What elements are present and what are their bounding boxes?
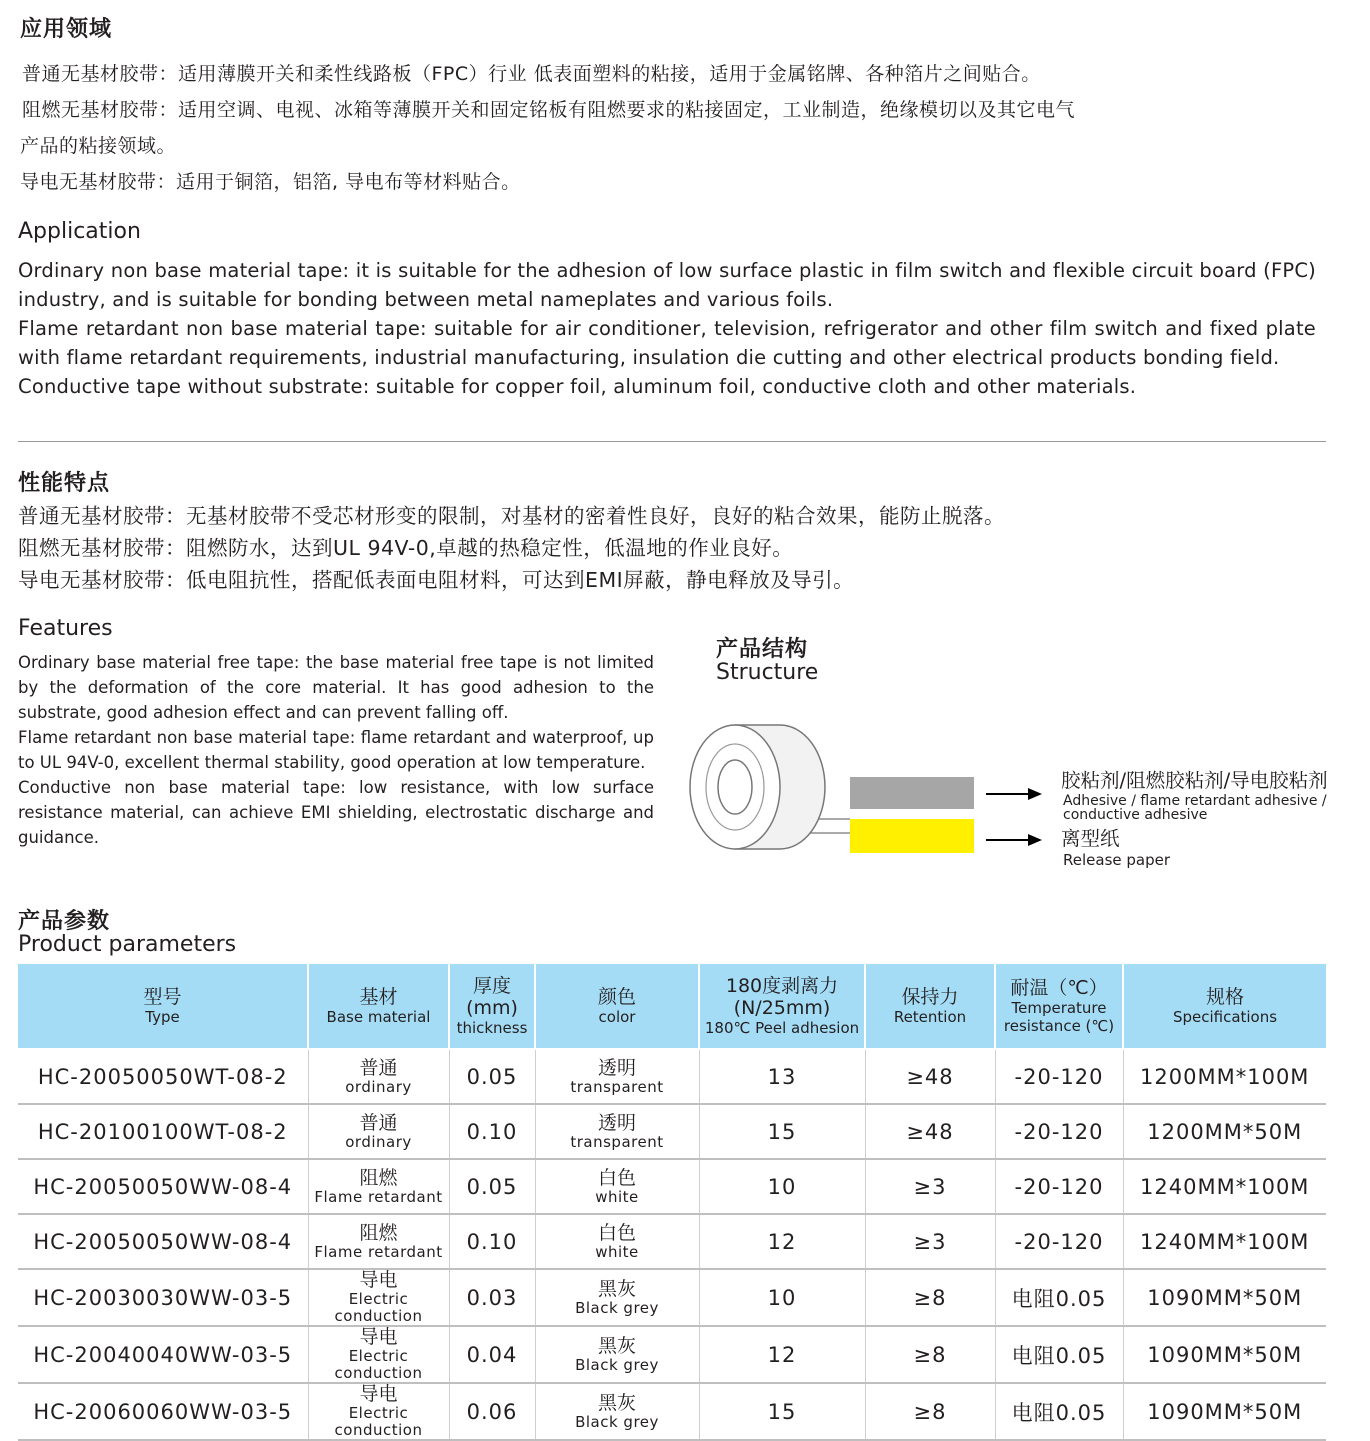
params-cn-heading: 产品参数 [18,909,111,934]
features-en-paragraph: Flame retardant non base material tape: flame retardant and waterproof, up to UL 94V-0, excellent thermal stability, good operation at low temperature. [18,728,654,772]
release-label-en: Release paper [1063,851,1171,869]
cell-peel: 15 [699,1104,865,1159]
table-row [18,1214,1326,1269]
cell-temperature: -20-120 [995,1049,1123,1104]
application-en-heading: Application [18,219,141,244]
cell-type: HC-20030030WW-03-5 [18,1269,308,1326]
table-header-row [18,964,1326,1049]
cell-color: 黑灰 Black grey [535,1383,699,1440]
header-peel-adhesion: 180度剥离力 (N/25mm) 180℃ Peel adhesion [699,964,865,1049]
table-row [18,1049,1326,1104]
cell-temperature: -20-120 [995,1159,1123,1214]
application-en-text [18,256,1316,401]
cell-retention: ≥48 [865,1104,995,1159]
cell-specifications: 1090MM*50M [1123,1326,1326,1383]
application-cn-line: 普通无基材胶带：适用薄膜开关和柔性线路板（FPC）行业 低表面塑料的粘接，适用于金属铭牌、各种箔片之间贴合。 [22,63,1041,85]
structure-cn-heading: 产品结构 [716,637,809,662]
cell-specifications: 1240MM*100M [1123,1159,1326,1214]
cell-specifications: 1200MM*50M [1123,1104,1326,1159]
header-color: 颜色 color [535,964,699,1049]
cell-specifications: 1090MM*50M [1123,1383,1326,1440]
cell-base-material: 导电 Electric conduction [308,1269,449,1326]
header-specifications: 规格 Specifications [1123,964,1326,1049]
application-cn-line: 导电无基材胶带：适用于铜箔，铝箔, 导电布等材料贴合。 [20,171,521,193]
adhesive-label-cn: 胶粘剂/阻燃胶粘剂/导电胶粘剂 [1061,769,1328,792]
features-en-paragraph: Conductive non base material tape: low resistance, with low surface resistance material, can achieve EMI shielding, electrostatic discharge and guidance. [18,778,654,847]
features-cn-text [18,500,1318,596]
table-row [18,1326,1326,1383]
cell-retention: ≥8 [865,1326,995,1383]
adhesive-label-en: Adhesive / flame retardant adhesive / conductive adhesive [1063,793,1327,823]
product-parameters-table [18,964,1326,1441]
cell-thickness: 0.10 [449,1214,535,1269]
cell-thickness: 0.10 [449,1104,535,1159]
cell-color: 白色 white [535,1159,699,1214]
cell-color: 透明 transparent [535,1104,699,1159]
cell-thickness: 0.04 [449,1326,535,1383]
cell-peel: 13 [699,1049,865,1104]
cell-peel: 12 [699,1214,865,1269]
cell-retention: ≥8 [865,1269,995,1326]
application-en-paragraph: Ordinary non base material tape: it is suitable for the adhesion of low surface plastic in film switch and flexible circuit board (FPC) industry, and is suitable for bonding between metal nameplates and various foils. [18,259,1316,311]
params-en-heading: Product parameters [18,932,237,957]
table-row [18,1269,1326,1326]
table-row [18,1159,1326,1214]
tape-roll-core [718,760,752,814]
cell-color: 黑灰 Black grey [535,1269,699,1326]
cell-specifications: 1240MM*100M [1123,1214,1326,1269]
cell-color: 黑灰 Black grey [535,1326,699,1383]
header-thickness: 厚度 (mm) thickness [449,964,535,1049]
cell-peel: 10 [699,1159,865,1214]
cell-retention: ≥48 [865,1049,995,1104]
cell-thickness: 0.05 [449,1159,535,1214]
cell-thickness: 0.06 [449,1383,535,1440]
divider [18,441,1326,442]
features-en-text [18,650,654,850]
features-en-paragraph: Ordinary base material free tape: the base material free tape is not limited by the deformation of the core material. It has good adhesion to the substrate, good adhesion effect and can prevent falling off. [18,653,654,722]
cell-temperature: -20-120 [995,1104,1123,1159]
cell-type: HC-20040040WW-03-5 [18,1326,308,1383]
cell-peel: 10 [699,1269,865,1326]
cell-base-material: 阻燃 Flame retardant [308,1214,449,1269]
features-cn-line: 导电无基材胶带：低电阻抗性，搭配低表面电阻材料，可达到EMI屏蔽，静电释放及导引。 [18,568,855,592]
cell-type: HC-20060060WW-03-5 [18,1383,308,1440]
features-cn-line: 阻燃无基材胶带：阻燃防水，达到UL 94V-0,卓越的热稳定性，低温地的作业良好。 [18,536,794,560]
application-en-paragraph: Conductive tape without substrate: suitable for copper foil, aluminum foil, conductive cloth and other materials. [18,375,1137,398]
features-cn-heading: 性能特点 [18,471,111,496]
table-row [18,1104,1326,1159]
application-cn-text [22,56,1322,200]
cell-color: 透明 transparent [535,1049,699,1104]
cell-type: HC-20050050WT-08-2 [18,1049,308,1104]
header-base-material: 基材 Base material [308,964,449,1049]
application-en-paragraph: Flame retardant non base material tape: suitable for air conditioner, television, refrigerator and other film switch and fixed plate with flame retardant requirements, industrial manufacturing, insulation die cutting and other electrical products bonding field. [18,317,1316,369]
cell-base-material: 阻燃 Flame retardant [308,1159,449,1214]
cell-base-material: 普通 ordinary [308,1049,449,1104]
cell-peel: 15 [699,1383,865,1440]
application-cn-line: 产品的粘接领域。 [20,135,177,157]
cell-thickness: 0.05 [449,1049,535,1104]
arrow-right-icon [986,788,1042,800]
release-layer-swatch [850,819,974,853]
table-row [18,1383,1326,1440]
arrows [984,784,1044,848]
header-temperature: 耐温（℃） Temperature resistance (℃) [995,964,1123,1049]
cell-thickness: 0.03 [449,1269,535,1326]
cell-base-material: 普通 ordinary [308,1104,449,1159]
adhesive-layer-swatch [850,777,974,809]
header-type: 型号 Type [18,964,308,1049]
cell-temperature: 电阻0.05 [995,1383,1123,1440]
features-en-heading: Features [18,616,113,641]
cell-retention: ≥3 [865,1214,995,1269]
cell-temperature: 电阻0.05 [995,1269,1123,1326]
cell-color: 白色 white [535,1214,699,1269]
application-cn-heading: 应用领域 [20,17,113,42]
cell-specifications: 1090MM*50M [1123,1269,1326,1326]
cell-retention: ≥3 [865,1159,995,1214]
cell-temperature: 电阻0.05 [995,1326,1123,1383]
cell-peel: 12 [699,1326,865,1383]
cell-type: HC-20050050WW-08-4 [18,1214,308,1269]
cell-base-material: 导电 Electric conduction [308,1383,449,1440]
cell-temperature: -20-120 [995,1214,1123,1269]
arrow-right-icon [986,834,1042,846]
cell-retention: ≥8 [865,1383,995,1440]
cell-base-material: 导电 Electric conduction [308,1326,449,1383]
cell-type: HC-20100100WT-08-2 [18,1104,308,1159]
header-retention: 保持力 Retention [865,964,995,1049]
structure-en-heading: Structure [716,660,819,685]
features-cn-line: 普通无基材胶带：无基材胶带不受芯材形变的限制，对基材的密着性良好，良好的粘合效果，能防止脱落。 [18,504,1005,528]
cell-type: HC-20050050WW-08-4 [18,1159,308,1214]
cell-specifications: 1200MM*100M [1123,1049,1326,1104]
release-label-cn: 离型纸 [1061,827,1120,850]
application-cn-line: 阻燃无基材胶带：适用空调、电视、冰箱等薄膜开关和固定铭板有阻燃要求的粘接固定，工业制造，绝缘模切以及其它电气 [22,99,1076,121]
